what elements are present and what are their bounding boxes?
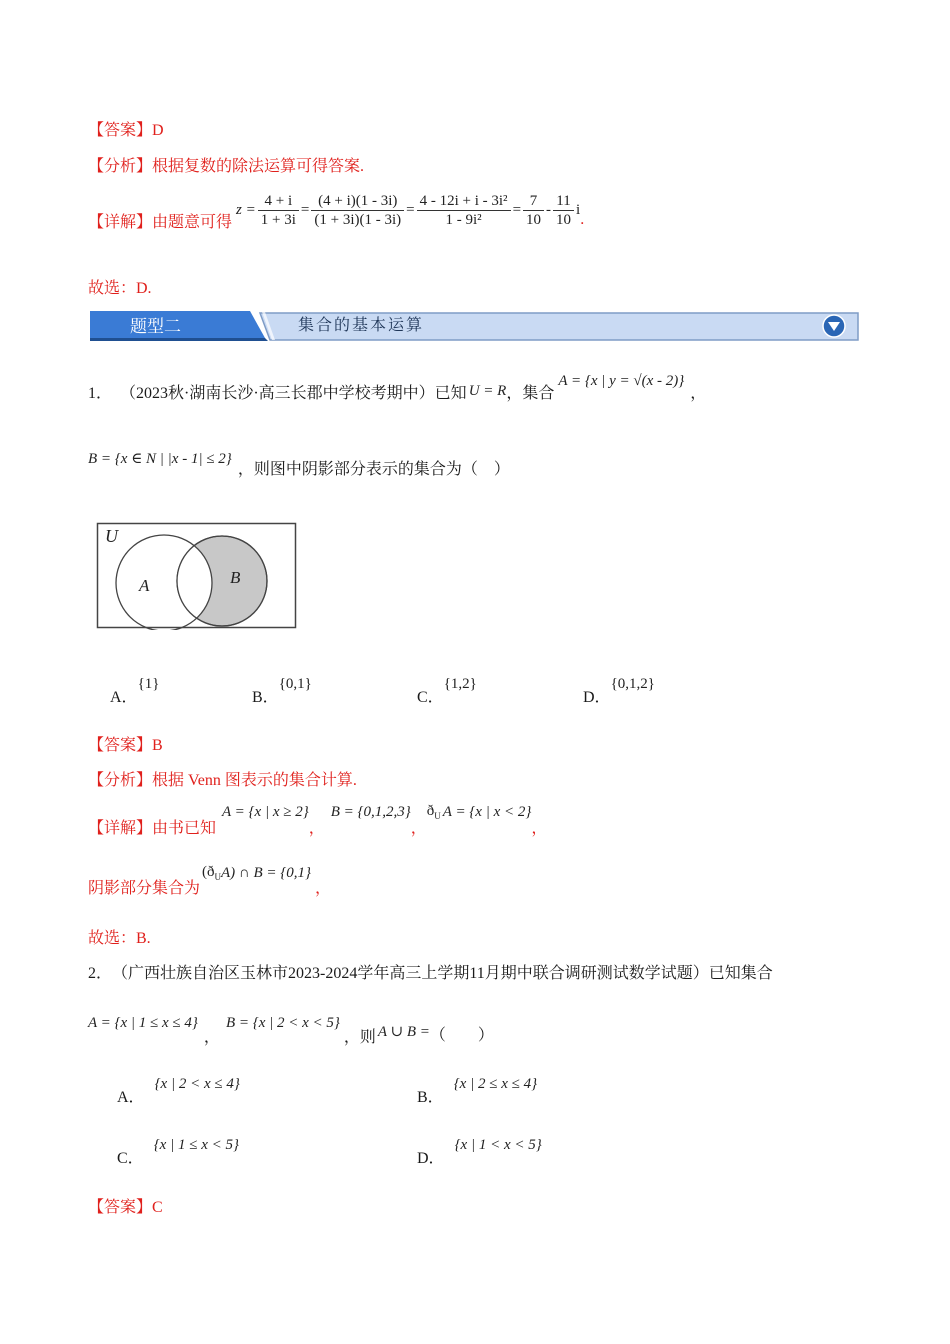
fraction-2 — [311, 192, 404, 229]
q1-option-a[interactable] — [110, 670, 160, 706]
analysis-text: 根据 Venn 图表示的集合计算. — [152, 772, 357, 789]
answer-label: 【答案】 — [88, 737, 153, 754]
option-label: B． — [252, 689, 279, 706]
fraction-5 — [553, 192, 574, 229]
prev-answer-line — [88, 117, 164, 140]
analysis-label: 【分析】 — [88, 772, 153, 789]
prev-analysis-line — [88, 153, 364, 176]
q2-option-b[interactable] — [417, 1070, 538, 1106]
detail-set-a: A = {x | x ≥ 2} — [222, 803, 309, 820]
q1-analysis-line — [88, 767, 357, 790]
prev-detail-line: 【详解】 由题意可得 z = $\frac{4 + i}{1 + 3i}$ = $\frac{(4 + i)(1 - 3i)}{(1 + 3i)(1 - 3i)}$ = $\frac{\text{4 - 12i + i - 3i²}}{\text{1 - 9i²}}$ = $\frac{7}{10}$ - $\frac{11}{10}$ i . — [88, 192, 585, 231]
q2-stem-line-2 — [88, 1010, 494, 1044]
q1-question: ，则图中阴影部分表示的集合为（ ） — [237, 460, 510, 478]
option-label: A． — [110, 689, 138, 706]
f3-num: 4 - 12i + i - 3i² — [419, 192, 508, 209]
q1-shade-line — [88, 858, 332, 897]
q1-option-b[interactable] — [252, 670, 312, 706]
fraction-4 — [523, 192, 544, 229]
f1-den: 1 + 3i — [258, 210, 299, 229]
analysis-label: 【分析】 — [88, 158, 153, 175]
eq-tail: i — [576, 201, 581, 218]
q2-option-d[interactable] — [417, 1131, 542, 1167]
q2-option-c[interactable] — [117, 1131, 239, 1167]
detail-sep-3: ， — [531, 819, 548, 837]
venn-b-label: B — [230, 568, 241, 587]
q2-stem-line — [88, 960, 773, 983]
analysis-text: 根据复数的除法运算可得答案. — [152, 158, 365, 175]
complement-symbol — [427, 803, 441, 821]
detail-sep-1: ， — [308, 819, 325, 837]
q1-stem-line-2 — [88, 446, 510, 476]
fraction-3 — [417, 192, 511, 229]
q2-set-b: B = {x | 2 < x < 5} — [225, 1014, 340, 1031]
prev-conclusion: 故选：D. — [88, 280, 152, 297]
q2-answer-line — [88, 1194, 163, 1217]
option-value: {x | 2 < x ≤ 4} — [154, 1076, 240, 1092]
answer-value: D — [152, 122, 164, 139]
q1-option-c[interactable] — [417, 670, 477, 706]
complement-glyph: ð — [426, 803, 435, 819]
section-title: 集合的基本运算 — [298, 315, 425, 334]
q1-set-b: B = {x ∈ N | |x - 1| ≤ 2} — [88, 450, 232, 467]
shade-expr: A) ∩ B = {0,1} — [221, 864, 312, 881]
f2-den: (1 + 3i)(1 - 3i) — [311, 210, 404, 229]
detail-set-b: B = {0,1,2,3} — [330, 803, 411, 820]
shade-sep: ， — [315, 879, 332, 897]
detail-text: 由书已知 — [152, 819, 217, 837]
f4-den: 10 — [523, 210, 544, 229]
option-value: {x | 2 ≤ x ≤ 4} — [453, 1076, 538, 1092]
q2-question-pre: ，则 — [343, 1028, 376, 1046]
f3-den: 1 - 9i² — [417, 210, 511, 229]
answer-label: 【答案】 — [88, 1199, 153, 1216]
q2-number: 2． — [88, 965, 113, 982]
answer-value: B — [152, 737, 163, 754]
f4-num: 7 — [529, 192, 538, 209]
section-tag: 题型二 — [130, 317, 181, 337]
shade-text: 阴影部分集合为 — [88, 879, 201, 897]
q1-trail: ， — [690, 384, 707, 402]
triangle-down-icon[interactable] — [822, 314, 846, 338]
q2-sep: ， — [203, 1028, 220, 1046]
option-value: {1} — [137, 676, 160, 692]
venn-u-label: U — [105, 526, 118, 546]
detail-sep-2: ， — [410, 819, 427, 837]
q2-union: A ∪ B = — [377, 1023, 430, 1040]
section-header-shape — [90, 310, 860, 342]
q1-number: 1． — [88, 384, 113, 402]
option-label: C． — [117, 1150, 144, 1167]
answer-value: C — [152, 1199, 163, 1216]
q2-question-post: （ ） — [429, 1026, 494, 1044]
q1-cond-u: U = R — [468, 382, 507, 399]
option-label: B． — [417, 1089, 444, 1106]
option-value: {0,1,2} — [610, 676, 655, 692]
q2-option-a[interactable] — [117, 1070, 240, 1106]
detail-label: 【详解】 — [88, 213, 153, 231]
shade-expr-pre — [202, 864, 221, 882]
q1-stem-line — [88, 374, 706, 408]
shade-sub: U — [214, 872, 222, 882]
q1-set-a: A = {x | y = √(x - 2)} — [558, 372, 685, 389]
section-header — [90, 310, 860, 342]
fraction-1 — [258, 192, 299, 229]
q1-answer-line — [88, 732, 163, 755]
option-label: D． — [417, 1150, 445, 1167]
option-value: {x | 1 < x < 5} — [454, 1137, 542, 1153]
f2-num: (4 + i)(1 - 3i) — [318, 192, 398, 209]
venn-diagram — [96, 522, 298, 630]
q2-source: （广西壮族自治区玉林市2023-2024学年高三上学期11月期中联合调研测试数学试题）已知集合 — [120, 965, 773, 982]
venn-a-label: A — [139, 576, 150, 595]
answer-label: 【答案】 — [88, 122, 153, 139]
eq-z: z = — [236, 201, 256, 218]
q1-option-d[interactable] — [583, 670, 655, 706]
period: . — [580, 211, 585, 228]
detail-text: 由题意可得 — [152, 213, 233, 231]
detail-label: 【详解】 — [88, 819, 153, 837]
q1-detail-line — [88, 800, 547, 836]
q2-set-a: A = {x | 1 ≤ x ≤ 4} — [88, 1014, 198, 1031]
option-label: C． — [417, 689, 444, 706]
complement-sub: U — [434, 811, 441, 821]
q1-source: （2023秋·湖南长沙·高三长郡中学校考期中）已知 — [120, 384, 467, 402]
detail-complement-a: A = {x | x < 2} — [442, 803, 532, 820]
shade-complement: (ð — [202, 864, 215, 880]
q1-conclusion: 故选：B. — [88, 930, 151, 947]
option-value: {0,1} — [278, 676, 312, 692]
q1-comma: ，集合 — [506, 384, 555, 402]
option-value: {1,2} — [443, 676, 477, 692]
f1-num: 4 + i — [264, 192, 293, 209]
f5-den: 10 — [553, 210, 574, 229]
option-label: D． — [583, 689, 611, 706]
section-tag-shadow — [90, 338, 268, 341]
option-label: A． — [117, 1089, 145, 1106]
f5-num: 11 — [556, 192, 571, 209]
option-value: {x | 1 ≤ x < 5} — [153, 1137, 239, 1153]
